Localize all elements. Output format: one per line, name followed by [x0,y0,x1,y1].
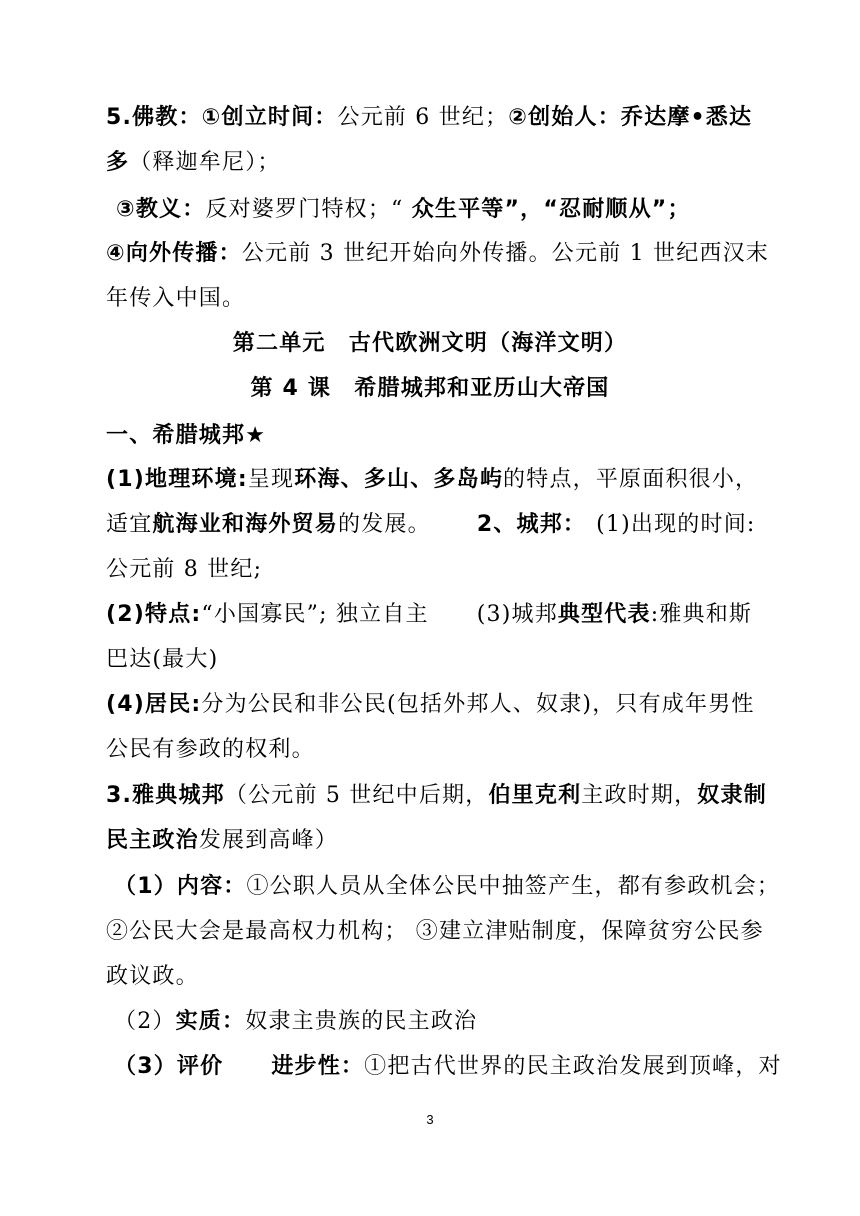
geography-line: (1)地理环境:呈现环海、多山、多岛屿的特点，平原面积很小， [106,467,759,492]
athens-content: （1）内容：①公职人员从全体公民中抽签产生，都有参政机会； [114,874,781,899]
buddhism-line-2: 多（释迦牟尼）； [106,150,281,175]
athens-evaluation: （3）评价 进步性：①把古代世界的民主政治发展到顶峰，对 [114,1054,782,1079]
athens-content-3: 政议政。 [106,964,199,989]
buddhism-spread-cont: 年传入中国。 [106,286,246,311]
city-state-features: (2)特点:“小国寡民”; 独立自主 (3)城邦典型代表:雅典和斯 [106,602,753,627]
city-state-time: 公元前 8 世纪; [106,557,263,582]
residents-line-2: 公民有参政的权利。 [106,737,315,762]
residents-line: (4)居民:分为公民和非公民(包括外邦人、奴隶)，只有成年男性 [106,692,755,717]
unit-title: 第二单元 古代欧洲文明（海洋文明） [232,331,628,356]
city-state-features-cont: 巴达(最大) [106,647,219,672]
buddhism-spread: ④向外传播：公元前 3 世纪开始向外传播。公元前 1 世纪西汉末 [106,241,769,266]
athens-heading-cont: 民主政治发展到高峰） [106,828,339,853]
athens-content-2: ②公民大会是最高权力机构； ③建立津贴制度，保障贫穷公民参 [106,919,764,944]
section-heading: 一、希腊城邦★ [106,423,267,448]
athens-essence: （2）实质：奴隶主贵族的民主政治 [114,1009,478,1034]
athens-heading: 3.雅典城邦（公元前 5 世纪中后期，伯里克利主政时期，奴隶制 [106,783,767,808]
buddhism-line-1: 5.佛教：①创立时间：公元前 6 世纪；②创始人：乔达摩•悉达 [106,105,753,130]
page-number: 3 [426,1112,434,1127]
geography-line-2: 适宜航海业和海外贸易的发展。 2、城邦： (1)出现的时间: [106,512,756,537]
buddhism-doctrine: ③教义：反对婆罗门特权；“ 众生平等”，“忍耐顺从”； [116,197,691,222]
lesson-title: 第 4 课 希腊城邦和亚历山大帝国 [250,376,610,401]
